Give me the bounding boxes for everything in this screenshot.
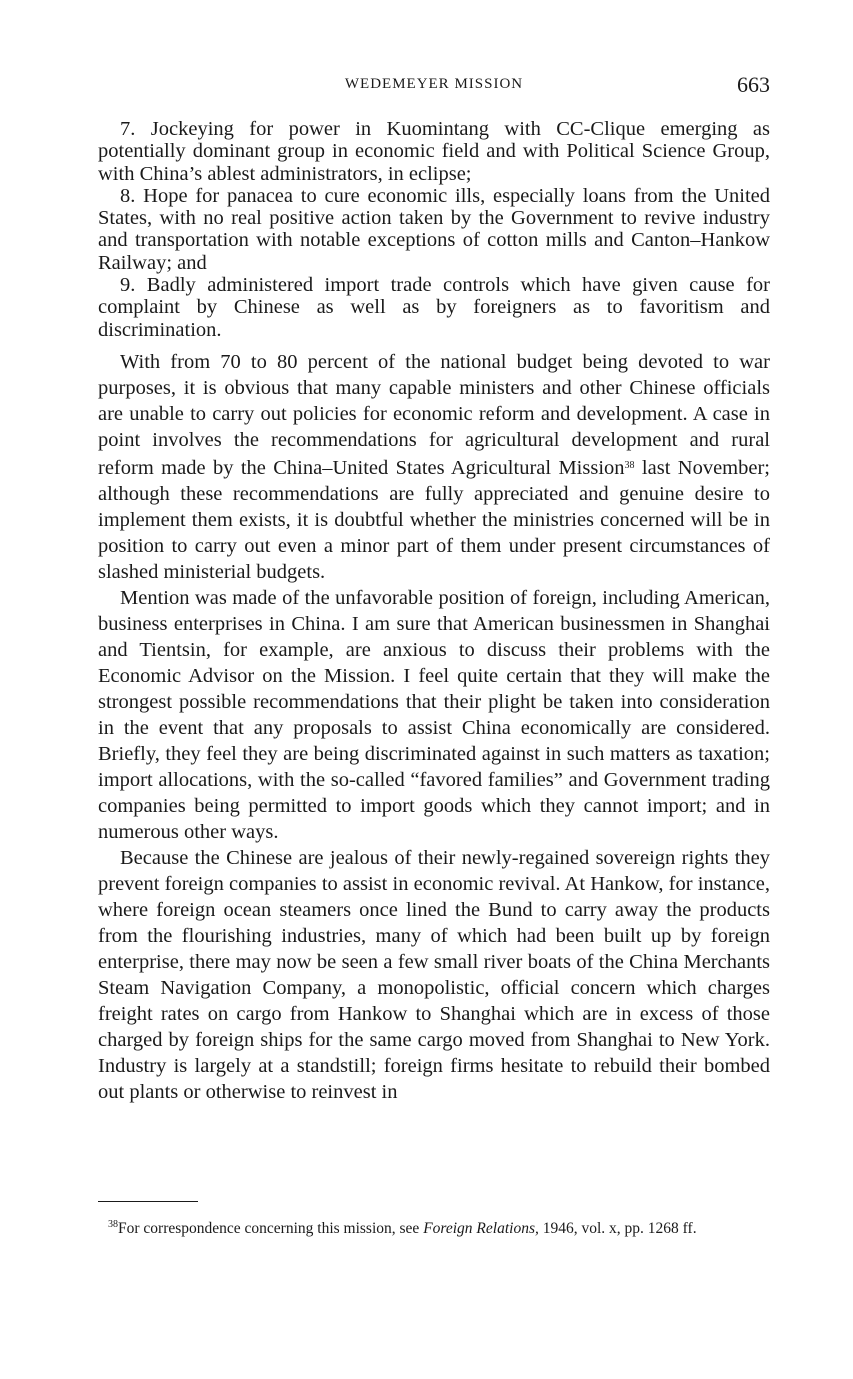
paragraph-text: last November; although these recommendations are fully appreciated and genuine desire to implement them exists, it is doubtful whether the ministries concerned will be in position to carry out even a minor part of them under present circumstances of slashed ministerial budgets. <box>98 457 770 583</box>
page-number: 663 <box>737 72 770 97</box>
page-header <box>98 72 770 102</box>
footnote-text: 1946, vol. x, pp. 1268 ff. <box>538 1220 697 1237</box>
footnote-marker: 38 <box>108 1219 118 1230</box>
footnote <box>98 1215 770 1238</box>
paragraph-sovereignty: Because the Chinese are jealous of their newly-regained sovereign rights they prevent foreign companies to assist in economic revival. At Hankow, for instance, where foreign ocean steamers once lined the Bund to carry away the products from the flourishing industries, many of which had been built up by foreign enterprise, there may now be seen a few small river boats of the China Merchants Steam Navigation Company, a monopolistic, official concern which charges freight rates on cargo from Hankow to Shanghai which are in excess of those charged by foreign ships for the same cargo moved from Shanghai to New York. Industry is largely at a standstill; foreign firms hesitate to rebuild their bombed out plants or otherwise to reinvest in <box>98 847 770 1103</box>
paragraph-text: With from 70 to 80 percent of the national budget being devoted to war purposes, it is obvious that many capable ministers and other Chinese officials are unable to carry out policies for economic reform and development. A case in point involves the recommendations for agricultural development and rural reform made by the China–United States Agricultural Mission <box>98 351 770 479</box>
paragraph-budget <box>98 349 770 585</box>
body-text <box>98 349 770 1105</box>
footnote-reference: 38 <box>624 460 635 471</box>
list-item: 9. Badly administered import trade controls which have given cause for complaint by Chinese as well as by foreigners as to favoritism and discrimination. <box>98 274 770 341</box>
list-item: 7. Jockeying for power in Kuomintang with CC-Clique emerging as potentially dominant group in economic field and with Political Science Group, with China’s ablest administrators, in eclipse; <box>98 118 770 185</box>
paragraph-business: Mention was made of the unfavorable position of foreign, including American, business enterprises in China. I am sure that American businessmen in Shanghai and Tientsin, for example, are anxious to discuss their problems with the Economic Advisor on the Mission. I feel quite certain that they will make the strongest possible recommendations that their plight be taken into consideration in the event that any proposals to assist China economically are considered. Briefly, they feel they are being discriminated against in such matters as taxation; import allocations, with the so-called “favored families” and Government trading companies being permitted to import goods which they cannot import; and in numerous other ways. <box>98 587 770 843</box>
numbered-list <box>98 118 770 341</box>
list-item: 8. Hope for panacea to cure economic ills, especially loans from the United States, with no real positive action taken by the Government to revive industry and transportation with notable exceptions of cotton mills and Canton–Hankow Railway; and <box>98 184 770 274</box>
footnote-divider <box>98 1201 198 1202</box>
footnote-text: For correspondence concerning this mission, see <box>118 1220 424 1237</box>
running-title: WEDEMEYER MISSION <box>344 76 524 92</box>
footnote-citation-title: Foreign Relations, <box>423 1220 539 1237</box>
